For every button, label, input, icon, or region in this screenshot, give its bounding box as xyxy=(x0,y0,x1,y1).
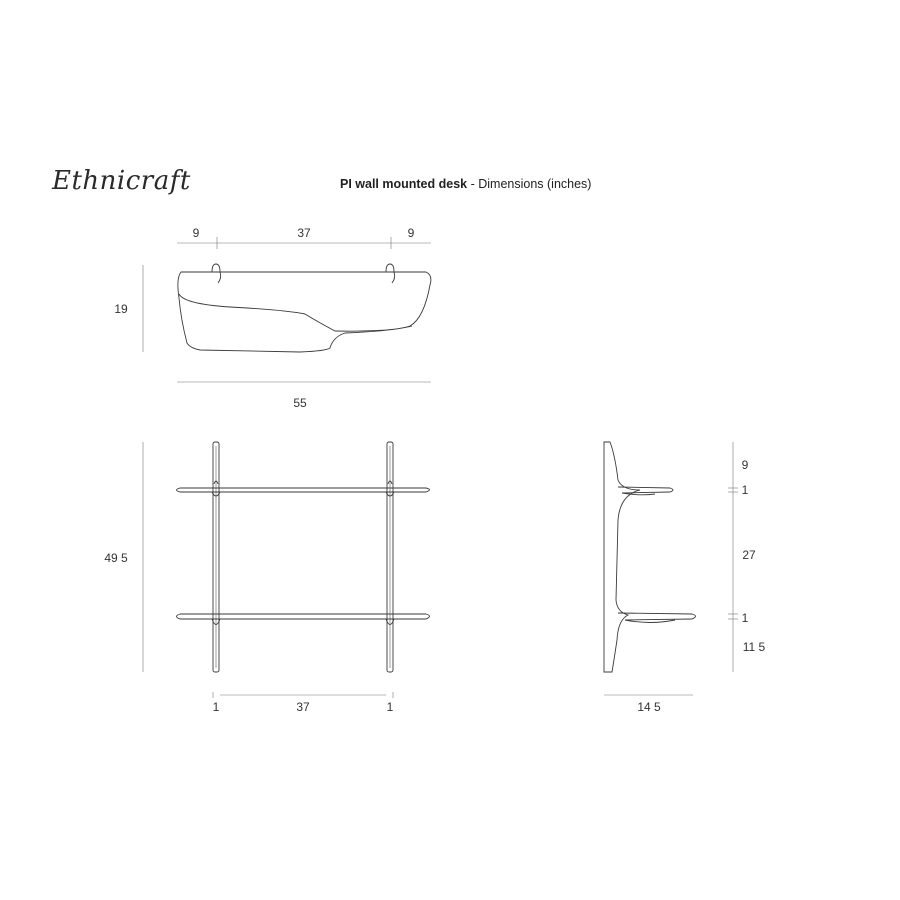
front-bottom-middle-label: 37 xyxy=(296,700,310,714)
desk-top-inner-curve xyxy=(179,294,412,331)
title-separator: - xyxy=(467,177,479,191)
front-bottom-right-label: 1 xyxy=(386,700,394,714)
side-depth-label: 14 5 xyxy=(637,700,661,714)
front-view xyxy=(143,442,430,698)
brand-logo: Ethnicraft xyxy=(52,166,191,196)
side-segment-3-label: 27 xyxy=(742,548,756,562)
top-height-label: 19 xyxy=(114,302,128,316)
side-view xyxy=(604,442,738,695)
top-width-left-label: 9 xyxy=(192,226,200,240)
title-subtitle: Dimensions (inches) xyxy=(478,177,592,191)
top-width-middle-label: 37 xyxy=(297,226,311,240)
top-view xyxy=(143,237,431,382)
side-segment-5-label: 11 5 xyxy=(742,640,766,654)
side-segment-2-label: 1 xyxy=(741,483,749,497)
product-name: PI wall mounted desk xyxy=(340,177,468,191)
top-width-right-label: 9 xyxy=(407,226,415,240)
side-segment-1-label: 9 xyxy=(741,458,749,472)
desk-top-outline xyxy=(178,272,431,352)
side-segment-4-label: 1 xyxy=(741,611,749,625)
top-total-width-label: 55 xyxy=(293,396,307,410)
front-height-label: 49 5 xyxy=(104,551,128,565)
front-bottom-left-label: 1 xyxy=(212,700,220,714)
